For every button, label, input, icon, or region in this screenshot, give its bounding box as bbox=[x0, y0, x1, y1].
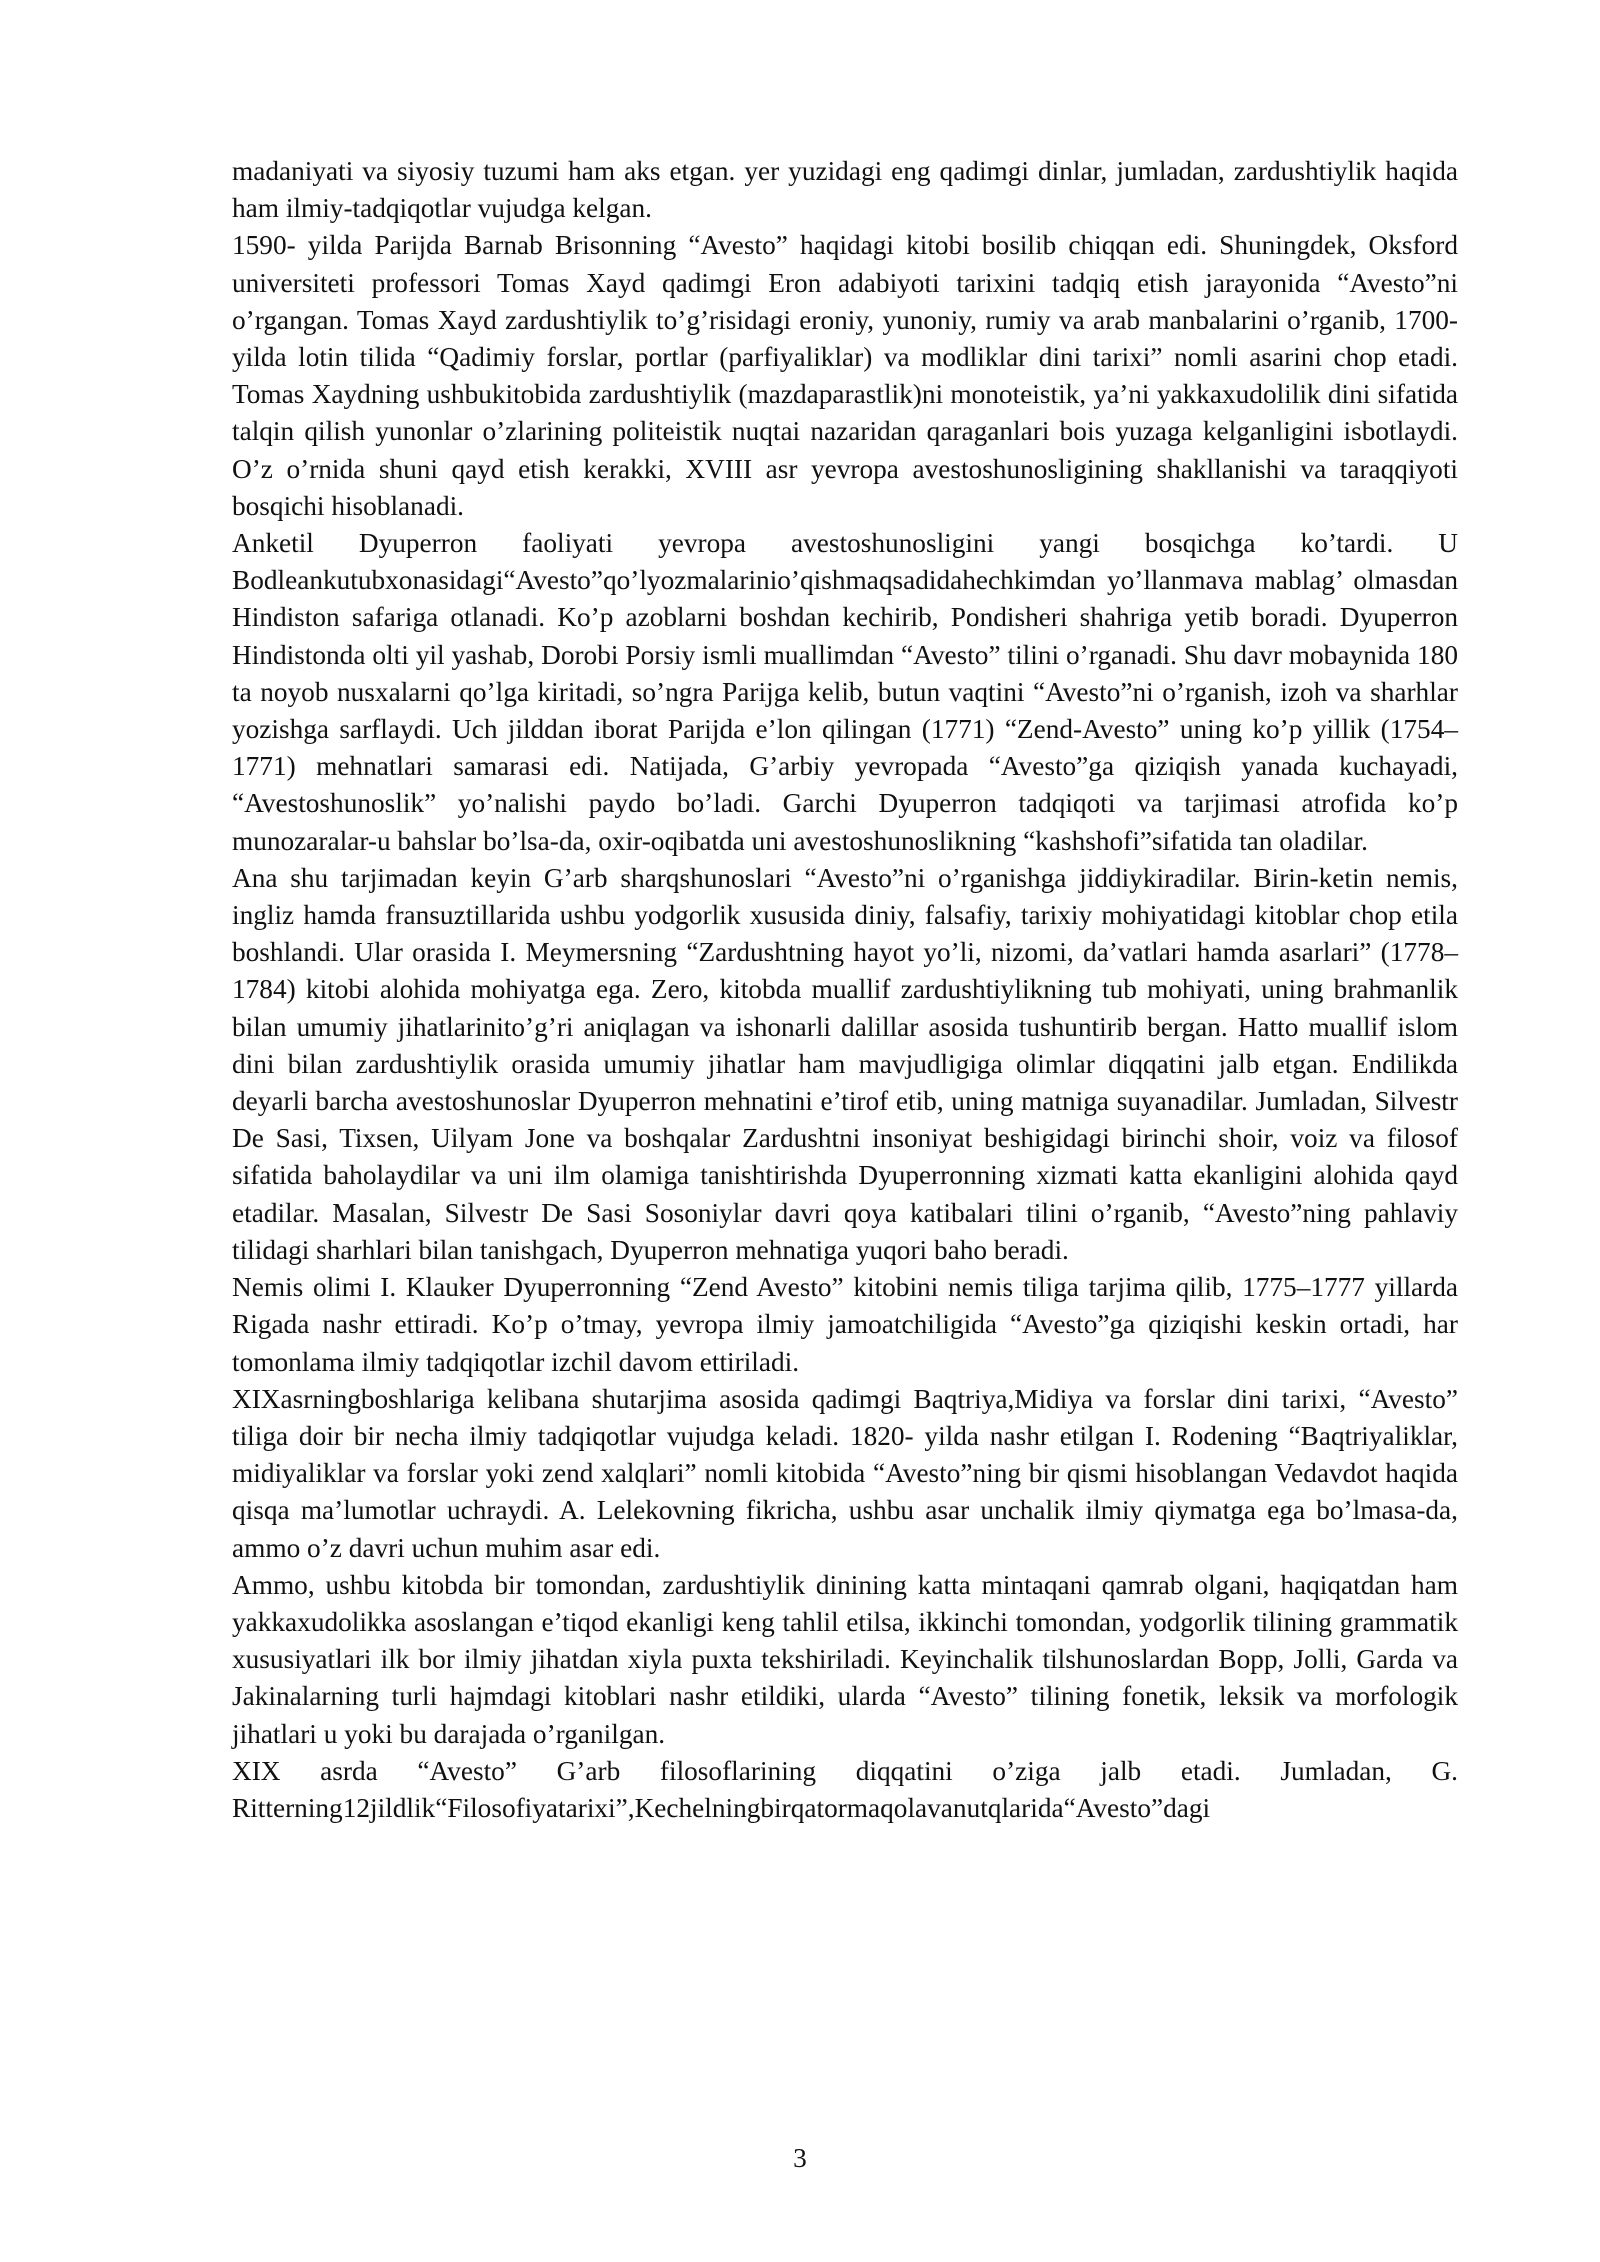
page-number: 3 bbox=[793, 2143, 807, 2173]
paragraph-6: XIXasrningboshlariga kelibana shutarjima asosida qadimgi Baqtriya,Midiya va forslar dini tarixi, “Avesto” tiliga doir bir necha ilmiy tadqiqotlar vujudga keladi. 1820- yilda nashr etilgan I. Rodening “Baqtriyaliklar, midiyaliklar va forslar yoki zend xalqlari” nomli kitobida “Avesto”ning bir qismi hisoblangan Vedavdot haqida qisqa ma’lumotlar uchraydi. A. Lelekovning fikricha, ushbu asar unchalik ilmiy qiymatga ega bo’lmasa-da, ammo o’z davri uchun muhim asar edi. bbox=[232, 1383, 1458, 1563]
paragraph-2: 1590- yilda Parijda Barnab Brisonning “Avesto” haqidagi kitobi bosilib chiqqan edi. Shuningdek, Oksford universiteti professori Tomas Xayd qadimgi Eron adabiyoti tarixini tadqiq etish jarayonida “Avesto”ni o’rgangan. Tomas Xayd zardushtiylik to’g’risidagi eroniy, yunoniy, rumiy va arab manbalarini o’rganib, 1700- yilda lotin tilida “Qadimiy forslar, portlar (parfiyaliklar) va modliklar dini tarixi” nomli asarini chop etadi. Tomas Xaydning ushbukitobida zardushtiylik (mazdaparastlik)ni monoteistik, ya’ni yakkaxudolilik dini sifatida talqin qilish yunonlar o’zlarining politeistik nuqtai nazaridan qaraganlari bois yuzaga kelganligini isbotlaydi. O’z o’rnida shuni qayd etish kerakki, XVIII asr yevropa avestoshunosligining shakllanishi va taraqqiyoti bosqichi hisoblanadi. bbox=[232, 230, 1458, 521]
document-body bbox=[232, 153, 1458, 1827]
paragraph-4: Ana shu tarjimadan keyin G’arb sharqshunoslari “Avesto”ni o’rganishga jiddiykiradilar. Birin-ketin nemis, ingliz hamda fransuztillarida ushbu yodgorlik xususida diniy, falsafiy, tarixiy mohiyatidagi kitoblar chop etila boshlandi. Ular orasida I. Meymersning “Zardushtning hayot yo’li, nizomi, da’vatlari hamda asarlari” (1778–1784) kitobi alohida mohiyatga ega. Zero, kitobda muallif zardushtiylikning tub mohiyati, uning brahmanlik bilan umumiy jihatlarinito’g’ri aniqlagan va ishonarli dalillar asosida tushuntirib bergan. Hatto muallif islom dini bilan zardushtiylik orasida umumiy jihatlar ham mavjudligiga olimlar diqqatini jalb etgan. Endilikda deyarli barcha avestoshunoslar Dyuperron mehnatini e’tirof etib, uning matniga suyanadilar. Jumladan, Silvestr De Sasi, Tixsen, Uilyam Jone va boshqalar Zardushtni insoniyat beshigidagi birinchi shoir, voiz va filosof sifatida baholaydilar va uni ilm olamiga tanishtirishda Dyuperronning xizmati katta ekanligini alohida qayd etadilar. Masalan, Silvestr De Sasi Sosoniylar davri qoya katibalari tilini o’rganib, “Avesto”ning pahlaviy tilidagi sharhlari bilan tanishgach, Dyuperron mehnatiga yuqori baho beradi. bbox=[232, 862, 1458, 1265]
paragraph-5: Nemis olimi I. Klauker Dyuperronning “Zend Avesto” kitobini nemis tiliga tarjima qilib, 1775–1777 yillarda Rigada nashr ettiradi. Ko’p o’tmay, yevropa ilmiy jamoatchiligida “Avesto”ga qiziqishi keskin ortadi, har tomonlama ilmiy tadqiqotlar izchil davom ettiriladi. bbox=[232, 1272, 1458, 1377]
paragraph-1: madaniyati va siyosiy tuzumi ham aks etgan. yer yuzidagi eng qadimgi dinlar, jumladan, zardushtiylik haqida ham ilmiy-tadqiqotlar vujudga kelgan. bbox=[232, 156, 1458, 224]
paragraph-3: Anketil Dyuperron faoliyati yevropa avestoshunosligini yangi bosqichga ko’tardi. U Bodleankutubxonasidagi“Avesto”qo’lyozmalarinio’qishmaqsadidahechkimdan yo’llanmava mablag’ olmasdan Hindiston safariga otlanadi. Ko’p azoblarni boshdan kechirib, Pondisheri shahriga yetib boradi. Dyuperron Hindistonda olti yil yashab, Dorobi Porsiy ismli muallimdan “Avesto” tilini o’rganadi. Shu davr mobaynida 180 ta noyob nusxalarni qo’lga kiritadi, so’ngra Parijga kelib, butun vaqtini “Avesto”ni o’rganish, izoh va sharhlar yozishga sarflaydi. Uch jilddan iborat Parijda e’lon qilingan (1771) “Zend-Avesto” uning ko’p yillik (1754–1771) mehnatlari samarasi edi. Natijada, G’arbiy yevropada “Avesto”ga qiziqish yanada kuchayadi, “Avestoshunoslik” yo’nalishi paydo bo’ladi. Garchi Dyuperron tadqiqoti va tarjimasi atrofida ko’p munozaralar-u bahslar bo’lsa-da, oxir-oqibatda uni avestoshunoslikning “kashshofi”sifatida tan oladilar. bbox=[232, 528, 1458, 856]
paragraph-7: Ammo, ushbu kitobda bir tomondan, zardushtiylik dinining katta mintaqani qamrab olgani, haqiqatdan ham yakkaxudolikka asoslangan e’tiqod ekanligi keng tahlil etilsa, ikkinchi tomondan, yodgorlik tilining grammatik xususiyatlari ilk bor ilmiy jihatdan xiyla puxta tekshiriladi. Keyinchalik tilshunoslardan Bopp, Jolli, Garda va Jakinalarning turli hajmdagi kitoblari nashr etildiki, ularda “Avesto” tilining fonetik, leksik va morfologik jihatlari u yoki bu darajada o’rganilgan. bbox=[232, 1569, 1458, 1749]
paragraph-8: XIX asrda “Avesto” G’arb filosoflarining diqqatini o’ziga jalb etadi. Jumladan, G. Ritterning12jildlik“Filosofiyatarixi”,Kechelningbirqatormaqolavanutqlarida“Avesto”dagi bbox=[232, 1755, 1458, 1823]
